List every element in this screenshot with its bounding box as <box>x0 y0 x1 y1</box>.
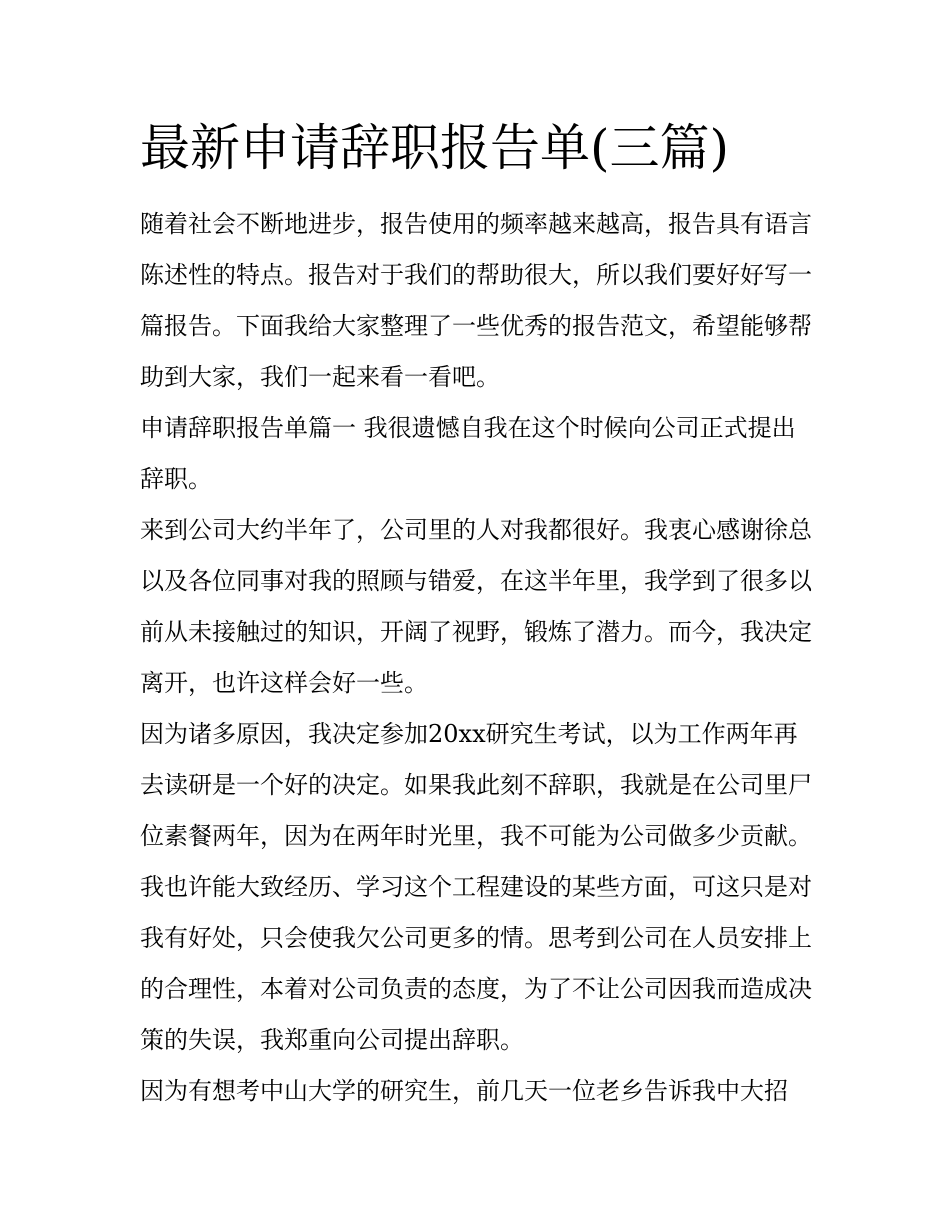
section-one-heading-paragraph: 申请辞职报告单篇一 我很遗憾自我在这个时候向公司正式提出辞职。 <box>140 414 796 493</box>
body-paragraph: 来到公司大约半年了，公司里的人对我都很好。我衷心感谢徐总以及各位同事对我的照顾与错爱，在这半年里，我学到了很多以前从未接触过的知识，开阔了视野，锻炼了潜力。而今，我决定离开，也许这样会好一些。 <box>140 516 812 697</box>
body-paragraph: 因为诸多原因，我决定参加20xx研究生考试，以为工作两年再去读研是一个好的决定。如果我此刻不辞职，我就是在公司里尸位素餐两年，因为在两年时光里，我不可能为公司做多少贡献。我也许能大致经历、学习这个工程建设的某些方面，可这只是对我有好处，只会使我欠公司更多的情。思考到公司在人员安排上的合理性，本着对公司负责的态度，为了不让公司因我而造成决策的失误，我郑重向公司提出辞职。 <box>140 720 812 1054</box>
intro-paragraph: 随着社会不断地进步，报告使用的频率越来越高，报告具有语言陈述性的特点。报告对于我们的帮助很大，所以我们要好好写一篇报告。下面我给大家整理了一些优秀的报告范文，希望能够帮助到大家，我们一起来看一看吧。 <box>140 210 812 391</box>
document-body <box>140 199 812 1117</box>
document-title: 最新申请辞职报告单(三篇) <box>140 119 730 177</box>
body-paragraph: 因为有想考中山大学的研究生，前几天一位老乡告诉我中大招 <box>140 1077 788 1105</box>
